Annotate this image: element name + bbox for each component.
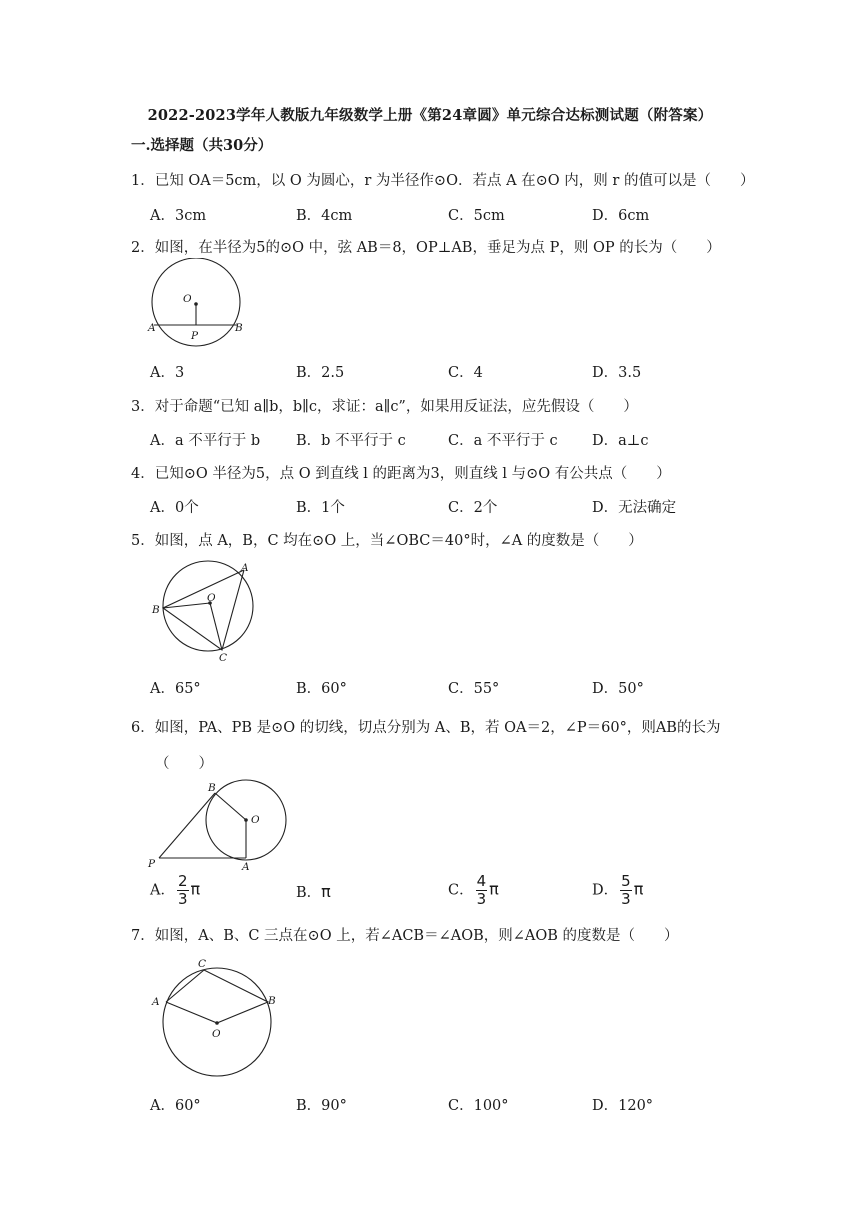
exam-title: 2022-2023学年人教版九年级数学上册《第24章圆》单元综合达标测试题（附答案） <box>147 107 713 124</box>
label-o: O <box>183 293 192 305</box>
question-2-figure <box>144 258 254 350</box>
option-b: B．4cm <box>296 208 353 224</box>
label-o: O <box>251 814 260 826</box>
label-b: B <box>268 995 276 1007</box>
label-p: P <box>148 858 156 870</box>
option-c: C．55° <box>448 681 500 697</box>
label-b: B <box>235 322 243 334</box>
section-heading: 一.选择题（共30分） <box>131 137 273 154</box>
label-c: C <box>219 652 228 664</box>
option-b: B．b 不平行于 c <box>296 433 406 449</box>
question-2-stem: 2．如图，在半径为5的⊙O 中，弦 AB＝8，OP⊥AB，垂足为点 P，则 OP 的长为（ ） <box>131 240 721 256</box>
option-c: C．a 不平行于 c <box>448 433 558 449</box>
question-5-stem: 5．如图，点 A，B，C 均在⊙O 上，当∠OBC＝40°时，∠A 的度数是（ ） <box>131 533 643 549</box>
option-c: C．5cm <box>448 208 505 224</box>
option-d: D． $\frac{5}{3}$ π <box>592 872 644 908</box>
option-c: C．4 <box>448 365 483 381</box>
option-b: B．1个 <box>296 500 345 516</box>
label-c: C <box>198 958 207 970</box>
label-p: P <box>191 330 199 342</box>
option-b: B．60° <box>296 681 347 697</box>
label-b: B <box>208 782 216 794</box>
question-7-figure <box>148 955 283 1077</box>
label-a: A <box>152 996 160 1008</box>
option-c: C． $\frac{4}{3}$ π <box>448 872 499 908</box>
option-a: A．a 不平行于 b <box>150 433 261 449</box>
question-7-stem: 7．如图，A、B、C 三点在⊙O 上，若∠ACB＝∠AOB，则∠AOB 的度数是（ ） <box>131 928 679 944</box>
question-4-stem: 4．已知⊙O 半径为5，点 O 到直线 l 的距离为3，则直线 l 与⊙O 有公共点（ ） <box>131 466 671 482</box>
option-a: A．3cm <box>150 208 207 224</box>
label-o: O <box>212 1028 221 1040</box>
option-c: C．2个 <box>448 500 498 516</box>
option-a: A． $\frac{2}{3}$ π <box>150 872 201 908</box>
question-3-stem: 3．对于命题“已知 a∥b，b∥c，求证：a∥c”，如果用反证法，应先假设（ ） <box>131 399 638 415</box>
question-6-stem-cont: （ ） <box>155 756 213 772</box>
label-a: A <box>241 562 249 574</box>
label-a: A <box>242 861 250 873</box>
option-d: D．无法确定 <box>592 500 677 516</box>
option-b: B．2.5 <box>296 365 345 381</box>
option-d: D．6cm <box>592 208 650 224</box>
option-a: A．3 <box>150 365 185 381</box>
question-6-stem: 6．如图，PA、PB 是⊙O 的切线，切点分别为 A、B，若 OA＝2，∠P＝60°，则AB的长为 <box>131 720 721 736</box>
label-o: O <box>207 592 216 604</box>
question-5-figure <box>146 555 266 665</box>
option-b: B．π <box>296 882 331 901</box>
fraction: $\frac{2}{3}$ <box>177 872 188 908</box>
option-d: D．a⊥c <box>592 433 649 449</box>
label-a: A <box>148 322 156 334</box>
label-b: B <box>152 604 160 616</box>
fraction: $\frac{4}{3}$ <box>476 872 487 908</box>
option-a: A．65° <box>150 681 201 697</box>
question-6-figure <box>142 775 292 873</box>
question-1-stem: 1．已知 OA＝5cm，以 O 为圆心，r 为半径作⊙O．若点 A 在⊙O 内，则 r 的值可以是（ ） <box>131 173 755 189</box>
option-d: D．3.5 <box>592 365 642 381</box>
option-d: D．120° <box>592 1098 654 1114</box>
option-a: A．0个 <box>150 500 199 516</box>
option-a: A．60° <box>150 1098 201 1114</box>
option-d: D．50° <box>592 681 644 697</box>
fraction: $\frac{5}{3}$ <box>621 872 631 908</box>
option-c: C．100° <box>448 1098 509 1114</box>
option-b: B．90° <box>296 1098 347 1114</box>
